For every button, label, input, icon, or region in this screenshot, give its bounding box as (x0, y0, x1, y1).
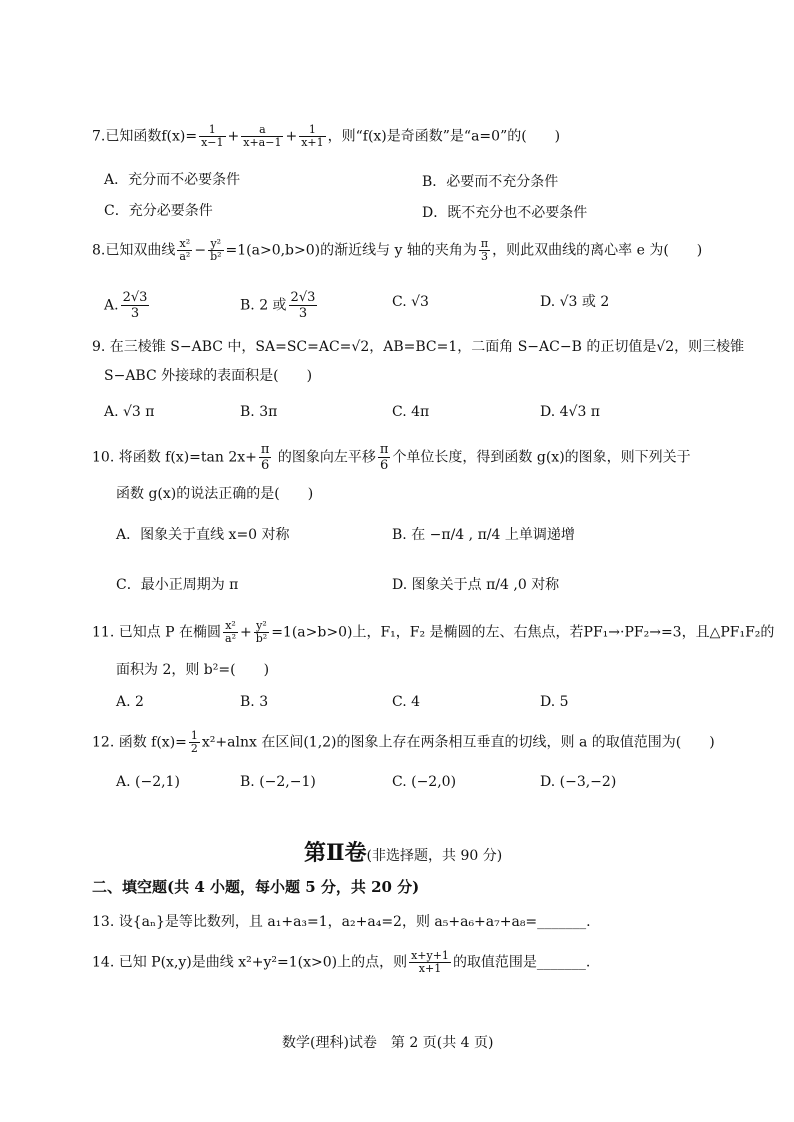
fraction (254, 620, 269, 645)
option-a: A. 2 (116, 694, 144, 710)
stem-text: 已知双曲线 (105, 242, 176, 259)
fraction (199, 124, 225, 149)
denominator: b² (255, 632, 268, 645)
numerator: x+y+1 (411, 949, 449, 962)
question-13-stem: 13. 设{aₙ}是等比数列，且 a₁+a₃=1，a₂+a₄=2，则 a₅+a₆+a₇+a₈=_______. (92, 914, 591, 930)
option-d: D. √3 或 2 (540, 294, 610, 310)
numerator: x² (223, 620, 238, 633)
option-a: A. (−2,1) (116, 774, 180, 790)
numerator: 1 (190, 729, 198, 742)
fraction (241, 124, 283, 149)
denominator: 3 (481, 250, 489, 263)
numerator: 1 (299, 124, 325, 137)
option-b: B．必要而不充分条件 (422, 174, 559, 190)
fraction (208, 238, 223, 263)
numerator: y² (254, 620, 269, 633)
question-8-stem: 8.已知双曲线 $\frac{\text{x²}}{\text{a²}}$ − $\frac{\text{y²}}{\text{b²}}$ =1(a>0,b>0)的渐近线与 y 轴的夹角为 $\frac{\pi}{3}$ ，则此双曲线的离心率 e 为( ) (92, 237, 703, 263)
question-12-stem (92, 730, 715, 755)
option-b (392, 525, 575, 545)
numerator: a (241, 124, 283, 137)
point: π/4 ,0 (486, 577, 527, 593)
stem-text: f(x)= (161, 128, 198, 145)
section-heading (304, 836, 502, 867)
option-c: C. (−2,0) (392, 774, 457, 790)
denominator: x+1 (301, 136, 324, 149)
numerator: π (260, 442, 270, 457)
stem-text: x²+alnx 在区间(1,2)的图象上存在两条相互垂直的切线，则 a 的取值范围为( ) (201, 734, 715, 751)
denominator: 6 (380, 458, 389, 473)
denominator: 3 (130, 306, 140, 321)
option-d: D．既不充分也不必要条件 (422, 205, 588, 221)
numerator: π (480, 237, 489, 250)
option-b: B. 3 (240, 694, 269, 710)
fraction (259, 442, 272, 473)
question-9-stem: 9. 在三棱锥 S−ABC 中，SA=SC=AC=√2，AB=BC=1，二面角 S−AC−B 的正切值是√2，则三棱锥 (92, 339, 745, 355)
option-c: C. 4π (392, 404, 430, 420)
stem-text: 10. 将函数 f(x)=tan (92, 449, 224, 466)
stem-text: 的取值范围是_______. (452, 954, 591, 971)
numerator: x² (177, 238, 192, 251)
fraction (479, 238, 490, 263)
section-title: 第Ⅱ卷 (304, 840, 367, 866)
denominator: a² (225, 632, 237, 645)
stem-text: ，则“f(x)是奇函数”是“a=0”的( ) (327, 128, 561, 145)
numerator: y² (208, 238, 223, 251)
fraction (409, 950, 451, 975)
fraction (378, 442, 391, 473)
stem-text: =1(a>b>0)上，F₁，F₂ 是椭圆的左、右焦点，若PF₁→·PF₂→=3，且△PF₁F₂的 (271, 624, 775, 641)
option-text: 上单调递增 (504, 527, 575, 543)
stem-text: =1(a>0,b>0)的渐近线与 y 轴的夹角为 (225, 242, 477, 259)
denominator: 6 (261, 458, 270, 473)
page-footer: 数学(理科)试卷 第 2 页(共 4 页) (282, 1035, 494, 1051)
option-a: A．充分而不必要条件 (104, 172, 241, 188)
interval: −π/4 , π/4 (429, 527, 501, 543)
option-c: C. √3 (392, 294, 429, 310)
option-text: 对称 (531, 577, 560, 593)
option-d: D. 4√3 π (540, 404, 601, 420)
denominator: x+1 (418, 962, 442, 975)
denominator: 3 (298, 306, 308, 321)
numerator: 2√3 (290, 290, 316, 305)
option-d: D. 5 (540, 694, 569, 710)
stem-text: ，则此双曲线的离心率 e 为( ) (492, 242, 703, 259)
stem-text: 14. 已知 P(x,y)是曲线 x²+y²=1(x>0)上的点，则 (92, 954, 408, 971)
option-d (392, 575, 559, 595)
option-label: B. 在 (392, 527, 426, 543)
option-d: D. (−3,−2) (540, 774, 617, 790)
numerator: π (379, 442, 389, 457)
fraction (177, 238, 192, 263)
option-b: B. (−2,−1) (240, 774, 316, 790)
stem-text: 的图象向左平移 (277, 449, 376, 466)
question-14-stem (92, 950, 590, 975)
fraction (121, 290, 150, 321)
denominator: a² (179, 250, 191, 263)
option-a (104, 290, 151, 321)
question-number: 7. (92, 128, 106, 145)
option-b: B. 3π (240, 404, 278, 420)
stem-text: 2x+ (228, 449, 257, 466)
option-c: C. 4 (392, 694, 421, 710)
fraction (189, 730, 200, 755)
option-a: A．图象关于直线 x=0 对称 (116, 527, 290, 543)
denominator: x+a−1 (243, 136, 282, 149)
denominator: 2 (190, 742, 198, 755)
question-7-stem: 7.已知函数f(x)= $\frac{1}{x-1}$ + $\frac{a}{x+a-1}$ + $\frac{1}{x+1}$ ，则“f(x)是奇函数”是“a=0”的( ) (92, 123, 561, 149)
option-label: B. 2 或 (240, 297, 287, 314)
fraction (223, 620, 238, 645)
option-label: A. (104, 297, 119, 314)
question-9-stem-cont: S−ABC 外接球的表面积是( ) (104, 368, 313, 384)
question-number: 8. (92, 242, 106, 259)
question-11-stem: 11. 已知点 P 在椭圆 $\frac{\text{x²}}{\text{a²}}$ + $\frac{\text{y²}}{\text{b²}}$ =1(a>b>0)上，F₁，F₂ 是椭圆的左、右焦点，若PF₁→·PF₂→=3，且△PF₁F₂的 (92, 619, 775, 645)
option-label: D. 图象关于点 (392, 577, 482, 593)
fraction (289, 290, 318, 321)
part-heading: 二、填空题(共 4 小题，每小题 5 分，共 20 分) (92, 878, 420, 896)
question-10-stem-cont: 函数 g(x)的说法正确的是( ) (116, 486, 314, 502)
option-b (240, 290, 319, 321)
option-c: C．充分必要条件 (104, 203, 213, 219)
option-a: A. √3 π (104, 404, 155, 420)
section-subtitle: (非选择题，共 90 分) (366, 848, 503, 864)
stem-text: 12. 函数 f(x)= (92, 734, 187, 751)
question-10-stem (92, 442, 691, 473)
option-c: C．最小正周期为 π (116, 577, 239, 593)
numerator: 2√3 (122, 290, 148, 305)
numerator: 1 (199, 124, 225, 137)
stem-text: 11. 已知点 P 在椭圆 (92, 624, 222, 641)
denominator: b² (210, 250, 222, 263)
stem-text: 已知函数 (105, 128, 162, 145)
fraction (299, 124, 325, 149)
stem-text: 个单位长度，得到函数 g(x)的图象，则下列关于 (392, 449, 691, 466)
question-11-stem-cont: 面积为 2，则 b²=( ) (116, 662, 270, 678)
denominator: x−1 (201, 136, 224, 149)
